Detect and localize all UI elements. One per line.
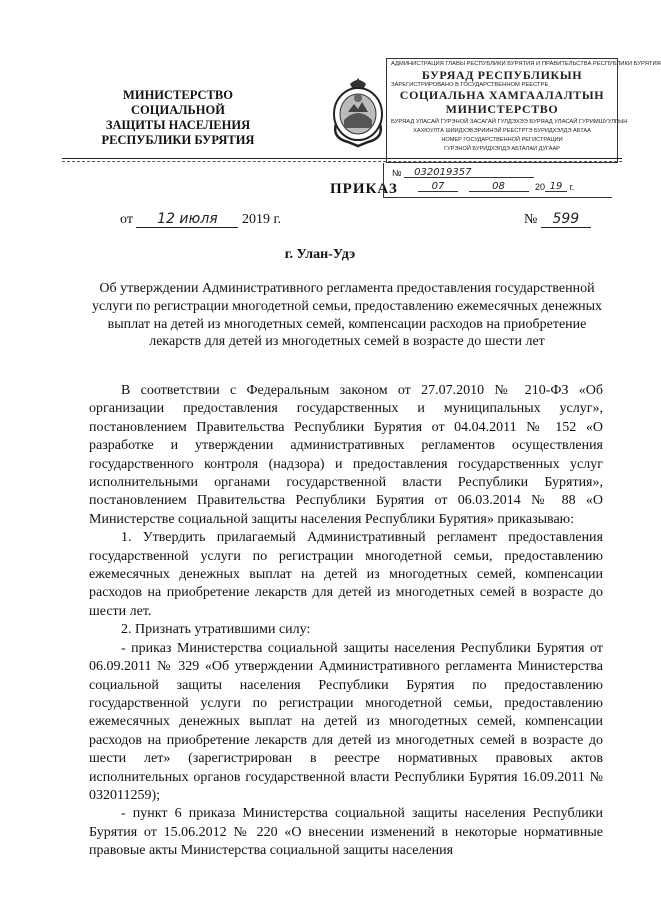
reg-year-word: г. bbox=[569, 182, 575, 192]
city: г. Улан-Удэ bbox=[284, 247, 356, 262]
order-title: Об утверждении Административного регламента предоставления государственной услуги по регистрации многодетной семьи, предоставлению ежемесячных денежных выплат на детей из многодетных семей, компенсации расходов на приобретение лекарств для детей из многодетных семей в возрасте до шести лет bbox=[92, 281, 603, 350]
number-label: № bbox=[524, 212, 538, 227]
stamp-text: БУРЯАД РЕСПУБЛИКЫН bbox=[421, 68, 583, 82]
reg-year-prefix: 20 bbox=[535, 182, 546, 192]
order-year: 2019 г. bbox=[241, 212, 282, 227]
ministry-line: РЕСПУБЛИКИ БУРЯТИЯ bbox=[101, 133, 255, 147]
header-rule bbox=[62, 158, 622, 159]
item-2-sub-b: - пункт 6 приказа Министерства социальной защиты населения Республики Бурятия от 15.06.2012 № 220 «О внесении изменений в некоторые нормативные правовые акты Министерства социальной защиты населения bbox=[89, 806, 603, 859]
item-2-sub-a: - приказ Министерства социальной защиты населения Республики Бурятия от 06.09.2011 № 329 «Об утверждении Административного регламента Министерства социальной защиты населения Республики Бурятия по предоставлению государственной услуги по регистрации многодетной семьи, предоставлению ежемесячных денежных выплат на детей из многодетных семей, компенсации расходов на приобретение лекарств для детей из многодетных семей в возрасте до шести лет» (зарегистрирован в реестре нормативных правовых актов исполнительных органов государственной власти Республики Бурятия 16.09.2011 № 032011259); bbox=[89, 640, 603, 803]
reg-year-suffix: 19 bbox=[545, 181, 567, 192]
reg-number: 032019357 bbox=[404, 167, 534, 178]
preamble-paragraph: В соответствии с Федеральным законом от 27.07.2010 № 210-ФЗ «Об организации предоставления государственных и муниципальных услуг», постановлением Правительства Республики Бурятия от 04.04.2011 № 152 «О разработке и утверждении административных регламентов осуществления государственного контроля (надзора) и предоставления государственных услуг исполнительными органами государственной власти Республики Бурятия», постановлением Правительства Республики Бурятия от 06.03.2014 № 88 «О Министерстве социальной защиты населения Республики Бурятия» приказываю: bbox=[89, 383, 603, 527]
order-number bbox=[524, 211, 591, 228]
item-2: 2. Признать утратившими силу: bbox=[121, 622, 311, 638]
reg-no-label: № bbox=[392, 168, 402, 178]
reg-day: 07 bbox=[418, 181, 458, 192]
order-date bbox=[120, 211, 281, 228]
coat-of-arms-emblem bbox=[330, 76, 386, 150]
header-rule-dashed bbox=[62, 161, 622, 162]
handwritten-number: 599 bbox=[541, 211, 591, 228]
reg-month: 08 bbox=[469, 181, 529, 192]
order-body bbox=[89, 382, 603, 861]
stamp-text: СОЦИАЛЬНА ХАМГААЛАЛТЫН bbox=[399, 88, 605, 102]
ministry-heading bbox=[78, 88, 278, 148]
stamp-text: МИНИСТЕРСТВО bbox=[445, 102, 559, 116]
handwritten-date: 12 июля bbox=[136, 211, 238, 228]
item-1: 1. Утвердить прилагаемый Административный регламент предоставления государственной услуги по регистрации многодетной семьи, предоставлению ежемесячных денежных выплат на детей из многодетных семей, компенсации расходов на приобретение лекарств для детей из многодетных семей в возрасте до шести лет. bbox=[89, 530, 603, 619]
stamp-text: ЗАРЕГИСТРИРОВАНО В ГОСУДАРСТВЕННОМ РЕЕСТРЕ bbox=[391, 82, 549, 88]
stamp-text: ХАХЮУЛТА ШИИДХЭБЭРИИНЭЙ РЕЕСТРТЭ БУРИДХЭЛДЭ АБТАА bbox=[413, 128, 591, 134]
ministry-line: ЗАЩИТЫ НАСЕЛЕНИЯ bbox=[105, 118, 251, 132]
from-label: от bbox=[120, 212, 133, 227]
stamp-text: ГУРЭНОЙ БУРИДХЭЛДЭ АБТАЛАИ ДУГААР bbox=[444, 146, 560, 152]
stamp-text: АДМИНИСТРАЦИЯ ГЛАВЫ РЕСПУБЛИКИ БУРЯТИЯ И ПРАВИТЕЛЬСТВА РЕСПУБЛИКИ БУРЯТИЯ bbox=[391, 61, 661, 67]
stamp-text: БУРЯАД УЛАСАЙ ГУРЭНОЙ ЗАСАГАЙ ГУЛДЭХЭЭ БУРЯАД УЛАСАЙ ГУРИМШУУЛГЫН bbox=[391, 119, 628, 125]
registration-number-box bbox=[383, 163, 612, 198]
stamp-text: НОМЕР ГОСУДАРСТВЕННОЙ РЕГИСТРАЦИИ bbox=[441, 137, 563, 143]
document-type: ПРИКАЗ bbox=[330, 181, 398, 197]
registration-stamp bbox=[386, 58, 661, 163]
ministry-line: МИНИСТЕРСТВО СОЦИАЛЬНОЙ bbox=[123, 88, 233, 117]
